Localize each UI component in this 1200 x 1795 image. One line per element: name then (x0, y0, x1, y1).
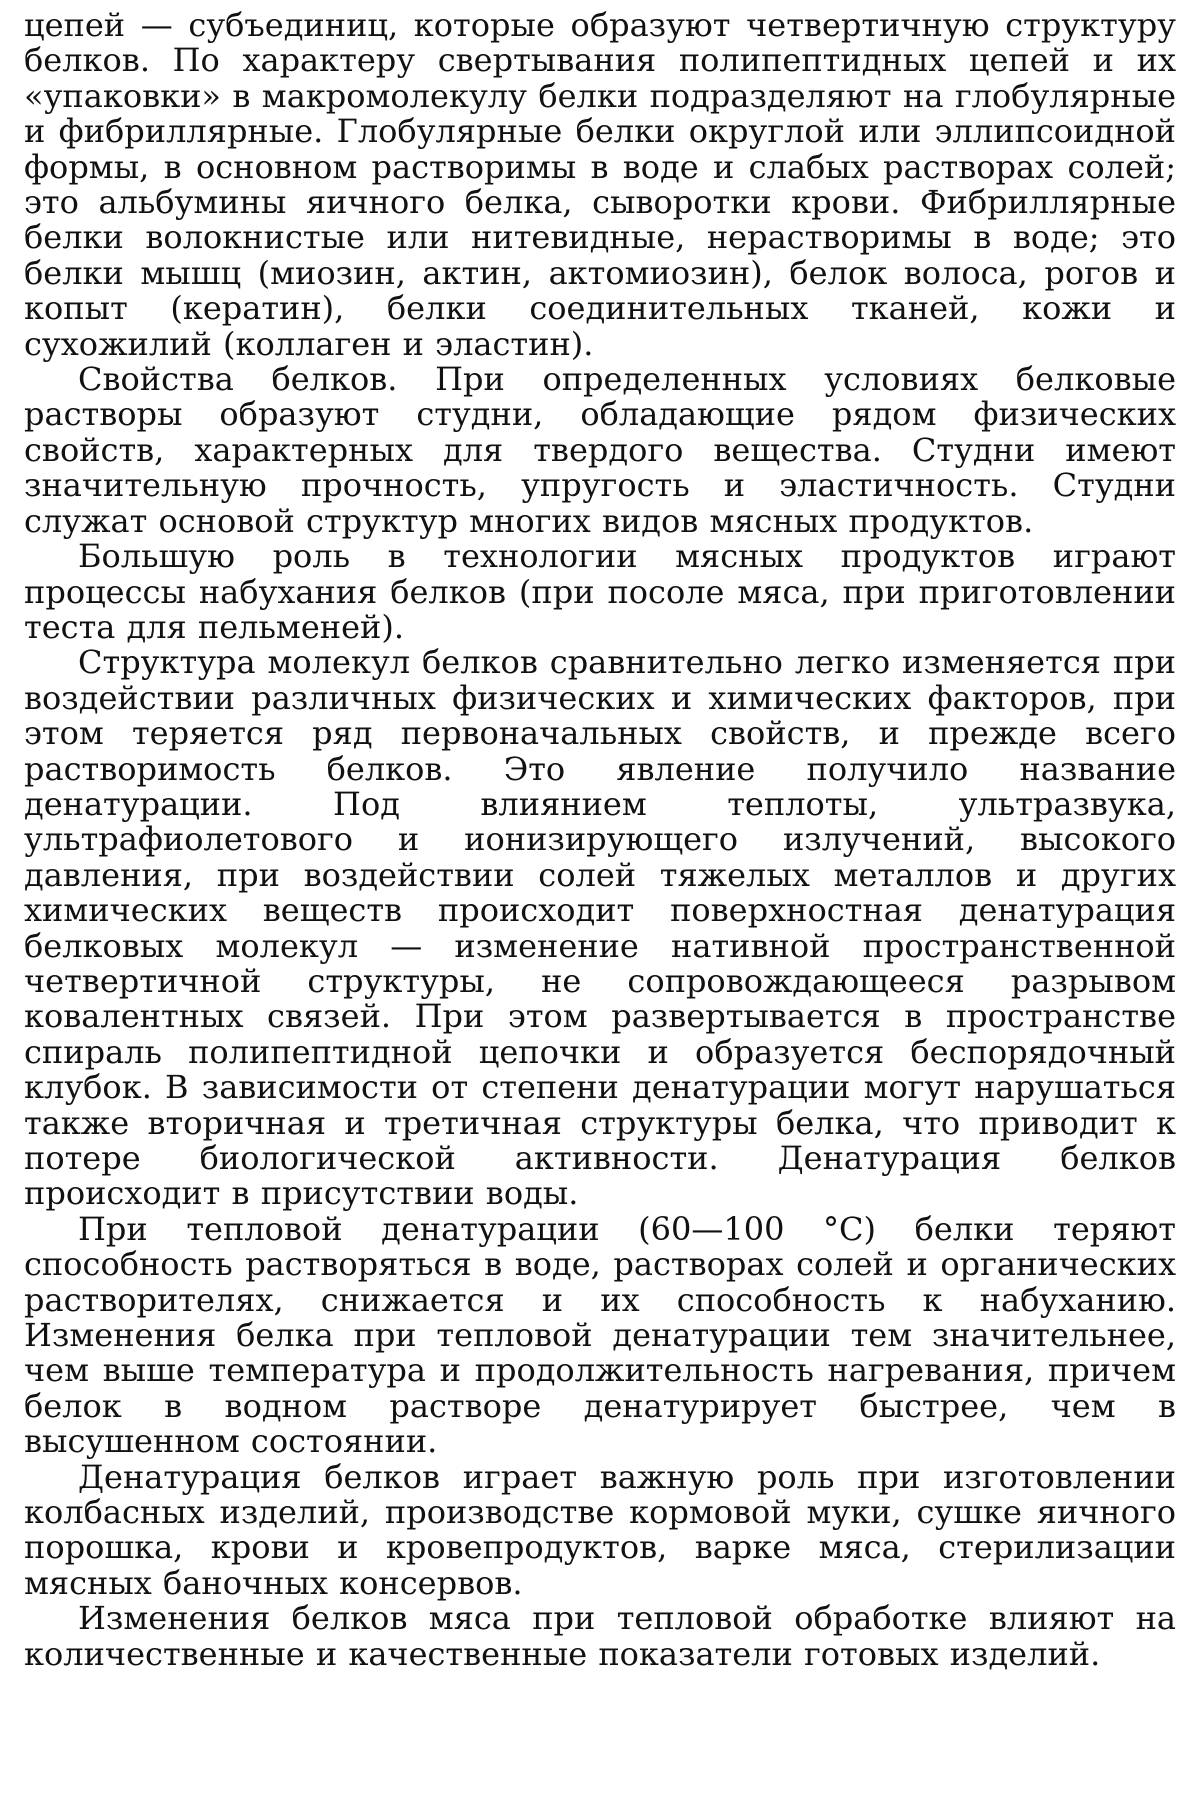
paragraph-protein-structure: цепей — субъединиц, которые образуют четвертичную структуру белков. По характеру свертывания полипептидных цепей и их «упаковки» в макромолекулу белки подразделяют на глобулярные и фибриллярные. Глобулярные белки округлой или эллипсоидной формы, в основном растворимы в воде и слабых растворах солей; это альбумины яичного белка, сыворотки крови. Фибриллярные белки волокнистые или нитевидные, нерастворимы в воде; это белки мышц (миозин, актин, актомиозин), белок волоса, рогов и копыт (кератин), белки соединительных тканей, кожи и сухожилий (коллаген и эластин). (24, 6, 1176, 363)
paragraph-protein-properties: Свойства белков. При определенных условиях белковые растворы образуют студни, обладающие рядом физических свойств, характерных для твердого вещества. Студни имеют значительную прочность, упругость и эластичность. Студни служат основой структур многих видов мясных продуктов. (24, 360, 1176, 540)
document-page (24, 8, 1176, 1672)
paragraph-denaturation: Структура молекул белков сравнительно легко изменяется при воздействии различных физических и химических факторов, при этом теряется ряд первоначальных свойств, и прежде всего растворимость белков. Это явление получило название денатурации. Под влиянием теплоты, ультразвука, ультрафиолетового и ионизирующего излучений, высокого давления, при воздействии солей тяжелых металлов и других химических веществ происходит поверхностная денатурация белковых молекул — изменение нативной пространственной четвертичной структуры, не сопровождающееся разрывом ковалентных связей. При этом развертывается в пространстве спираль полипептидной цепочки и образуется беспорядочный клубок. В зависимости от степени денатурации могут нарушаться также вторичная и третичная структуры белка, что приводит к потере биологической активности. Денатурация белков происходит в присутствии воды. (24, 643, 1176, 1213)
paragraph-swelling: Большую роль в технологии мясных продуктов играют процессы набухания белков (при посоле мяса, при приготовлении теста для пельменей). (24, 537, 1176, 646)
paragraph-denaturation-applications: Денатурация белков играет важную роль при изготовлении колбасных изделий, производстве кормовой муки, сушке яичного порошка, крови и кровепродуктов, варке мяса, стерилизации мясных баночных консервов. (24, 1457, 1176, 1602)
paragraph-heat-treatment: Изменения белков мяса при тепловой обработке влияют на количественные и качественные показатели готовых изделий. (24, 1599, 1176, 1673)
paragraph-thermal-denaturation: При тепловой денатурации (60—100 °С) белки теряют способность растворяться в воде, растворах солей и органических растворителях, снижается и их способность к набуханию. Изменения белка при тепловой денатурации тем значительнее, чем выше температура и продолжительность нагревания, причем белок в водном растворе денатурирует быстрее, чем в высушенном состоянии. (24, 1209, 1176, 1461)
